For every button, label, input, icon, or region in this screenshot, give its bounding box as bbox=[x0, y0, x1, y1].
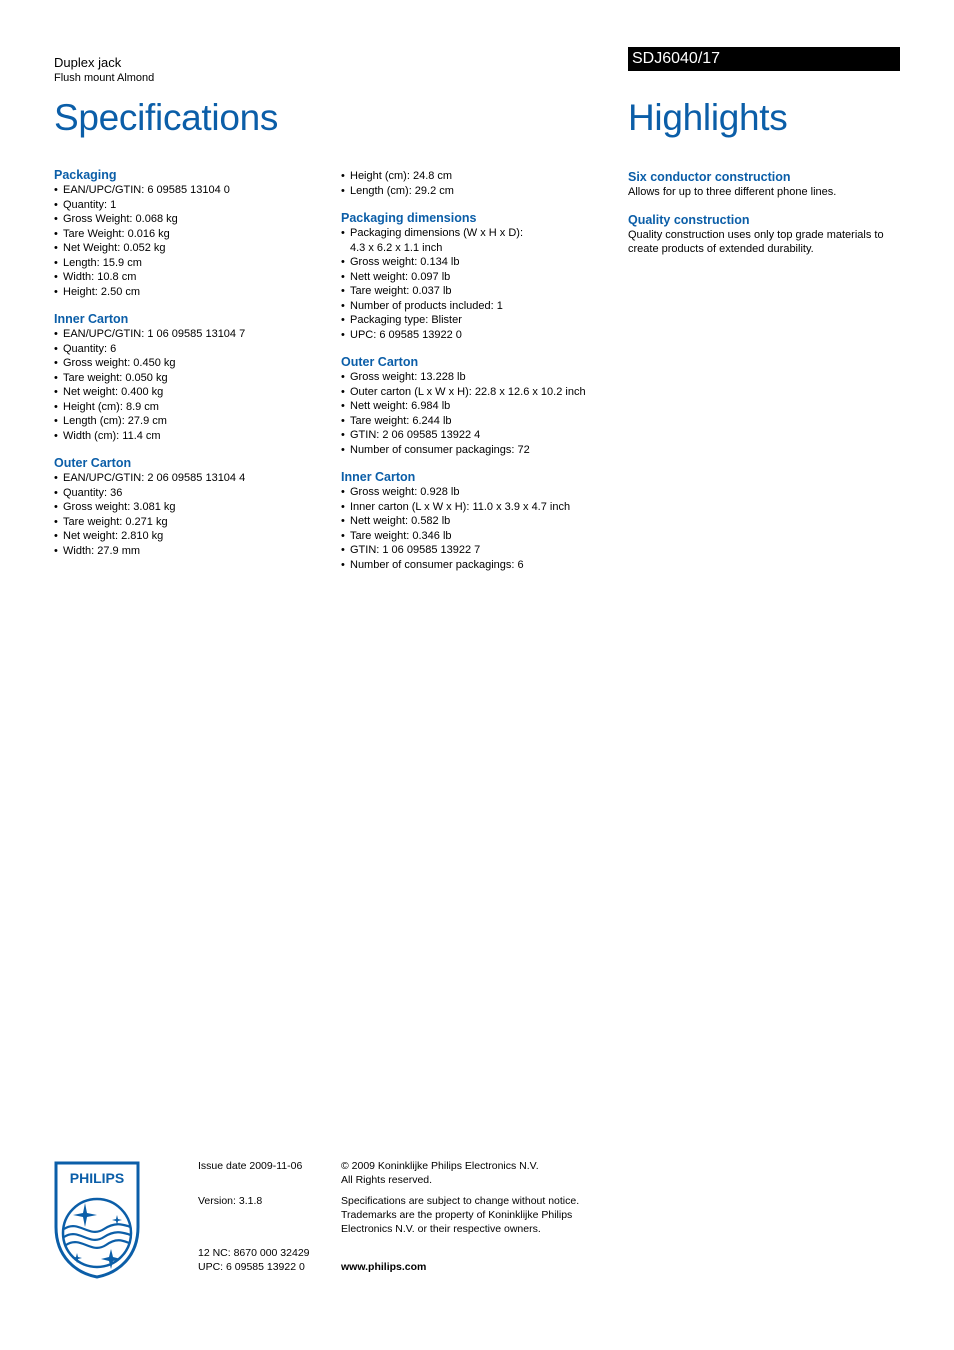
spec-item: • Quantity: 1 bbox=[54, 198, 334, 213]
spec-column-1 bbox=[54, 168, 334, 558]
spec-item: • Width (cm): 11.4 cm bbox=[54, 429, 334, 444]
spec-item: • Quantity: 36 bbox=[54, 486, 334, 501]
issue-date: Issue date 2009-11-06 bbox=[198, 1160, 303, 1172]
spec-item: • Length (cm): 27.9 cm bbox=[54, 414, 334, 429]
version: Version: 3.1.8 bbox=[198, 1195, 263, 1207]
specifications-title: Specifications bbox=[54, 97, 279, 138]
spec-item: • UPC: 6 09585 13922 0 bbox=[341, 328, 626, 343]
spec-item: • Packaging type: Blister bbox=[341, 313, 626, 328]
spec-item: • Height (cm): 24.8 cm bbox=[341, 169, 626, 184]
spec-item: • Number of consumer packagings: 6 bbox=[341, 558, 626, 573]
spec-item: • Height (cm): 8.9 cm bbox=[54, 400, 334, 415]
spec-item: • Width: 27.9 mm bbox=[54, 544, 334, 559]
spec-item: • GTIN: 2 06 09585 13922 4 bbox=[341, 428, 626, 443]
spec-list bbox=[341, 485, 626, 572]
spec-item: • Gross weight: 3.081 kg bbox=[54, 500, 334, 515]
spec-item: • Tare weight: 0.037 lb bbox=[341, 284, 626, 299]
spec-item: • Net Weight: 0.052 kg bbox=[54, 241, 334, 256]
spec-list bbox=[54, 183, 334, 299]
upc-number: UPC: 6 09585 13922 0 bbox=[198, 1261, 305, 1273]
copyright-line-2: All Rights reserved. bbox=[341, 1174, 433, 1186]
spec-item: • Gross weight: 13.228 lb bbox=[341, 370, 626, 385]
spec-item: • Nett weight: 0.097 lb bbox=[341, 270, 626, 285]
spec-item: • EAN/UPC/GTIN: 2 06 09585 13104 4 bbox=[54, 471, 334, 486]
model-number-bar: SDJ6040/17 bbox=[628, 47, 900, 71]
website-link[interactable]: www.philips.com bbox=[341, 1261, 427, 1273]
nc-number: 12 NC: 8670 000 32429 bbox=[198, 1247, 310, 1259]
section-heading: Outer Carton bbox=[341, 355, 419, 369]
spec-item: • EAN/UPC/GTIN: 6 09585 13104 0 bbox=[54, 183, 334, 198]
copyright bbox=[341, 1159, 601, 1187]
spec-item: • GTIN: 1 06 09585 13922 7 bbox=[341, 543, 626, 558]
spec-item: • Gross weight: 0.928 lb bbox=[341, 485, 626, 500]
highlights-title: Highlights bbox=[628, 97, 788, 138]
spec-item: • Gross Weight: 0.068 kg bbox=[54, 212, 334, 227]
spec-item: • Net weight: 0.400 kg bbox=[54, 385, 334, 400]
section-heading: Outer Carton bbox=[54, 456, 132, 470]
section-heading: Inner Carton bbox=[54, 312, 129, 326]
spec-item: • Height: 2.50 cm bbox=[54, 285, 334, 300]
spec-item: • Number of consumer packagings: 72 bbox=[341, 443, 626, 458]
spec-item: • Inner carton (L x W x H): 11.0 x 3.9 x 4.7 inch bbox=[341, 500, 626, 515]
highlight-title: Six conductor construction bbox=[628, 170, 791, 184]
philips-shield-logo bbox=[54, 1161, 140, 1279]
spec-notice-line-3: Electronics N.V. or their respective owners. bbox=[341, 1223, 541, 1235]
highlight-title: Quality construction bbox=[628, 212, 750, 227]
spec-item: • Length (cm): 29.2 cm bbox=[341, 184, 626, 199]
spec-notice-line-1: Specifications are subject to change without notice. bbox=[341, 1195, 580, 1207]
highlight-text: Quality construction uses only top grade materials to create products of extended durability. bbox=[628, 228, 884, 255]
highlights-column bbox=[628, 170, 900, 257]
spec-item: • Net weight: 2.810 kg bbox=[54, 529, 334, 544]
spec-notice bbox=[341, 1194, 611, 1236]
section-heading: Packaging dimensions bbox=[341, 211, 477, 225]
spec-item: • Tare Weight: 0.016 kg bbox=[54, 227, 334, 242]
highlight-text: Allows for up to three different phone lines. bbox=[628, 186, 837, 198]
spec-item: • Outer carton (L x W x H): 22.8 x 12.6 x 10.2 inch bbox=[341, 385, 626, 400]
spec-item: • Gross weight: 0.450 kg bbox=[54, 356, 334, 371]
spec-list bbox=[341, 370, 626, 457]
spec-list bbox=[341, 226, 626, 342]
copyright-line-1: © 2009 Koninklijke Philips Electronics N.V. bbox=[341, 1160, 539, 1172]
spec-column-2 bbox=[341, 169, 626, 572]
section-heading: Packaging bbox=[54, 168, 117, 182]
spec-item: • EAN/UPC/GTIN: 1 06 09585 13104 7 bbox=[54, 327, 334, 342]
spec-item: • Tare weight: 0.346 lb bbox=[341, 529, 626, 544]
spec-item: • Nett weight: 6.984 lb bbox=[341, 399, 626, 414]
spec-notice-line-2: Trademarks are the property of Koninklijke Philips bbox=[341, 1209, 573, 1221]
spec-item: • Quantity: 6 bbox=[54, 342, 334, 357]
spec-item: • Tare weight: 0.271 kg bbox=[54, 515, 334, 530]
spec-list bbox=[54, 471, 334, 558]
spec-item: • Tare weight: 6.244 lb bbox=[341, 414, 626, 429]
product-subtitle: Flush mount Almond bbox=[54, 72, 155, 84]
spec-list bbox=[341, 169, 626, 198]
product-name: Duplex jack bbox=[54, 55, 122, 70]
spec-list bbox=[54, 327, 334, 443]
logo-wordmark: PHILIPS bbox=[69, 1170, 125, 1186]
section-heading: Inner Carton bbox=[341, 470, 416, 484]
spec-item: • Gross weight: 0.134 lb bbox=[341, 255, 626, 270]
spec-item: • Number of products included: 1 bbox=[341, 299, 626, 314]
spec-item: • Length: 15.9 cm bbox=[54, 256, 334, 271]
spec-item: • Nett weight: 0.582 lb bbox=[341, 514, 626, 529]
spec-item: • Width: 10.8 cm bbox=[54, 270, 334, 285]
spec-item: • Packaging dimensions (W x H x D): 4.3 x 6.2 x 1.1 inch bbox=[341, 226, 626, 255]
spec-item: • Tare weight: 0.050 kg bbox=[54, 371, 334, 386]
